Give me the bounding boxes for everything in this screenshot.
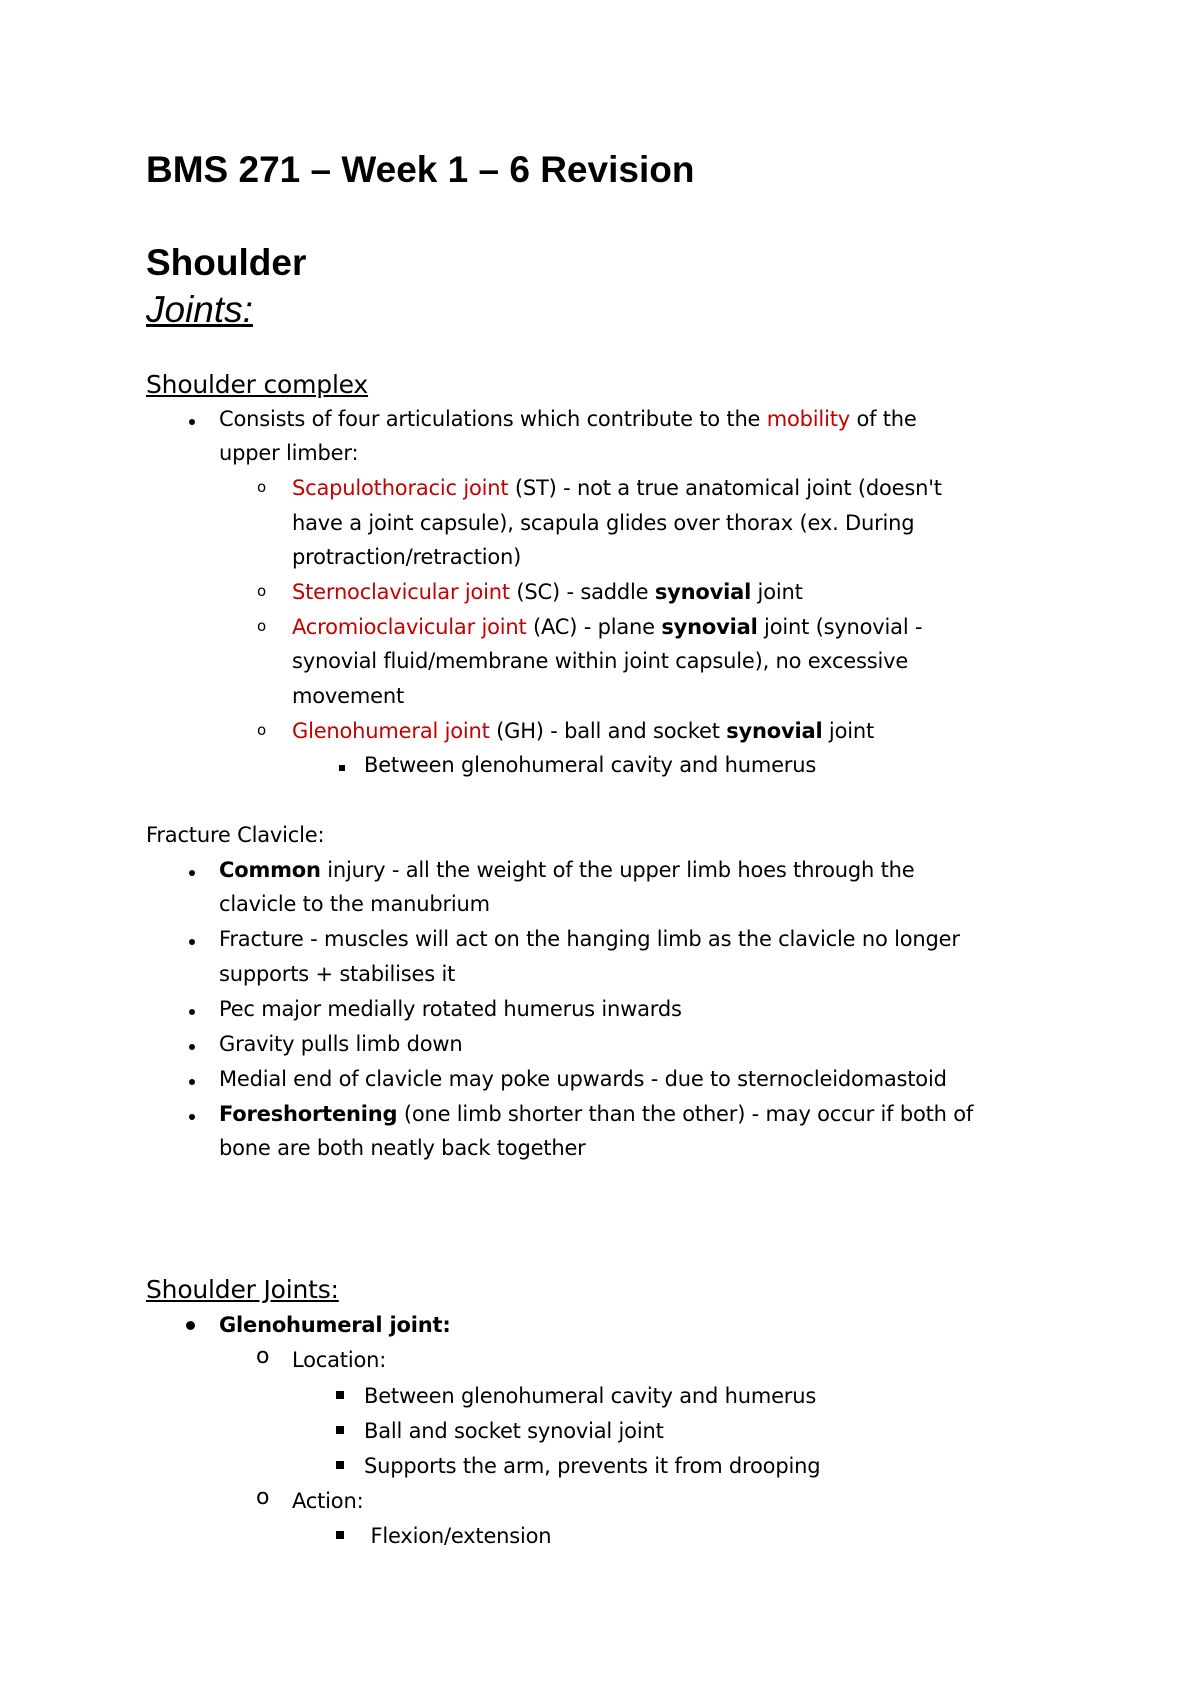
- location-item-1: Between glenohumeral cavity and humerus: [364, 1384, 817, 1408]
- fracture-item-1-line1: Common injury - all the weight of the upper limb hoes through the: [219, 858, 915, 882]
- fracture-item-1-line2: clavicle to the manubrium: [219, 892, 490, 916]
- square-bullet-icon: [336, 1461, 344, 1469]
- circle-bullet-icon: o: [257, 478, 267, 496]
- complex-intro-line1: Consists of four articulations which contribute to the mobility of the: [219, 407, 917, 431]
- bullet-icon: [189, 1044, 195, 1050]
- square-bullet-icon: [336, 1531, 344, 1539]
- shoulder-joints-heading: Shoulder Joints:: [146, 1275, 339, 1304]
- circle-bullet-icon: o: [257, 582, 267, 600]
- square-bullet-icon: [336, 1426, 344, 1434]
- bullet-icon: [189, 1009, 195, 1015]
- action-label: Action:: [292, 1489, 364, 1513]
- document-title: BMS 271 – Week 1 – 6 Revision: [146, 149, 695, 190]
- section-heading: Shoulder: [146, 242, 307, 283]
- location-item-2: Ball and socket synovial joint: [364, 1419, 664, 1443]
- fracture-item-6-line2: bone are both neatly back together: [219, 1136, 586, 1160]
- sc-joint-line: Sternoclavicular joint (SC) - saddle synovial joint: [292, 580, 803, 604]
- ac-joint-line3: movement: [292, 684, 404, 708]
- st-joint-line3: protraction/retraction): [292, 545, 522, 569]
- bullet-icon: [189, 1079, 195, 1085]
- fracture-item-3: Pec major medially rotated humerus inwards: [219, 997, 682, 1021]
- action-item-1: Flexion/extension: [364, 1524, 552, 1548]
- st-joint-line2: have a joint capsule), scapula glides over thorax (ex. During: [292, 511, 915, 535]
- gh-joint-line: Glenohumeral joint (GH) - ball and socket synovial joint: [292, 719, 874, 743]
- fracture-item-2-line1: Fracture - muscles will act on the hanging limb as the clavicle no longer: [219, 927, 960, 951]
- gh-joint-sub: Between glenohumeral cavity and humerus: [364, 753, 817, 777]
- location-item-3: Supports the arm, prevents it from drooping: [364, 1454, 821, 1478]
- square-bullet-icon: [336, 1391, 344, 1399]
- subsection-heading: Joints:: [146, 289, 253, 330]
- bullet-icon: [189, 1114, 195, 1120]
- bullet-icon: [189, 419, 195, 425]
- ac-joint-line2: synovial fluid/membrane within joint capsule), no excessive: [292, 649, 909, 673]
- location-label: Location:: [292, 1348, 387, 1372]
- square-bullet-icon: [339, 765, 345, 771]
- circle-bullet-icon: o: [256, 1344, 270, 1369]
- circle-bullet-icon: o: [257, 721, 267, 739]
- st-joint-line1: Scapulothoracic joint (ST) - not a true anatomical joint (doesn't: [292, 476, 942, 500]
- ac-joint-line1: Acromioclavicular joint (AC) - plane synovial joint (synovial -: [292, 615, 923, 639]
- bullet-icon: [189, 870, 195, 876]
- circle-bullet-icon: o: [256, 1485, 270, 1510]
- fracture-heading: Fracture Clavicle:: [146, 823, 325, 847]
- circle-bullet-icon: o: [257, 617, 267, 635]
- fracture-item-6-line1: Foreshortening (one limb shorter than the other) - may occur if both of: [219, 1102, 974, 1126]
- fracture-item-2-line2: supports + stabilises it: [219, 962, 456, 986]
- bullet-icon: [189, 939, 195, 945]
- gh-joint-heading: Glenohumeral joint:: [219, 1313, 451, 1337]
- fracture-item-4: Gravity pulls limb down: [219, 1032, 463, 1056]
- complex-intro-line2: upper limber:: [219, 441, 359, 465]
- fracture-item-5: Medial end of clavicle may poke upwards - due to sternocleidomastoid: [219, 1067, 947, 1091]
- bullet-icon: [186, 1321, 195, 1330]
- shoulder-complex-heading: Shoulder complex: [146, 370, 369, 399]
